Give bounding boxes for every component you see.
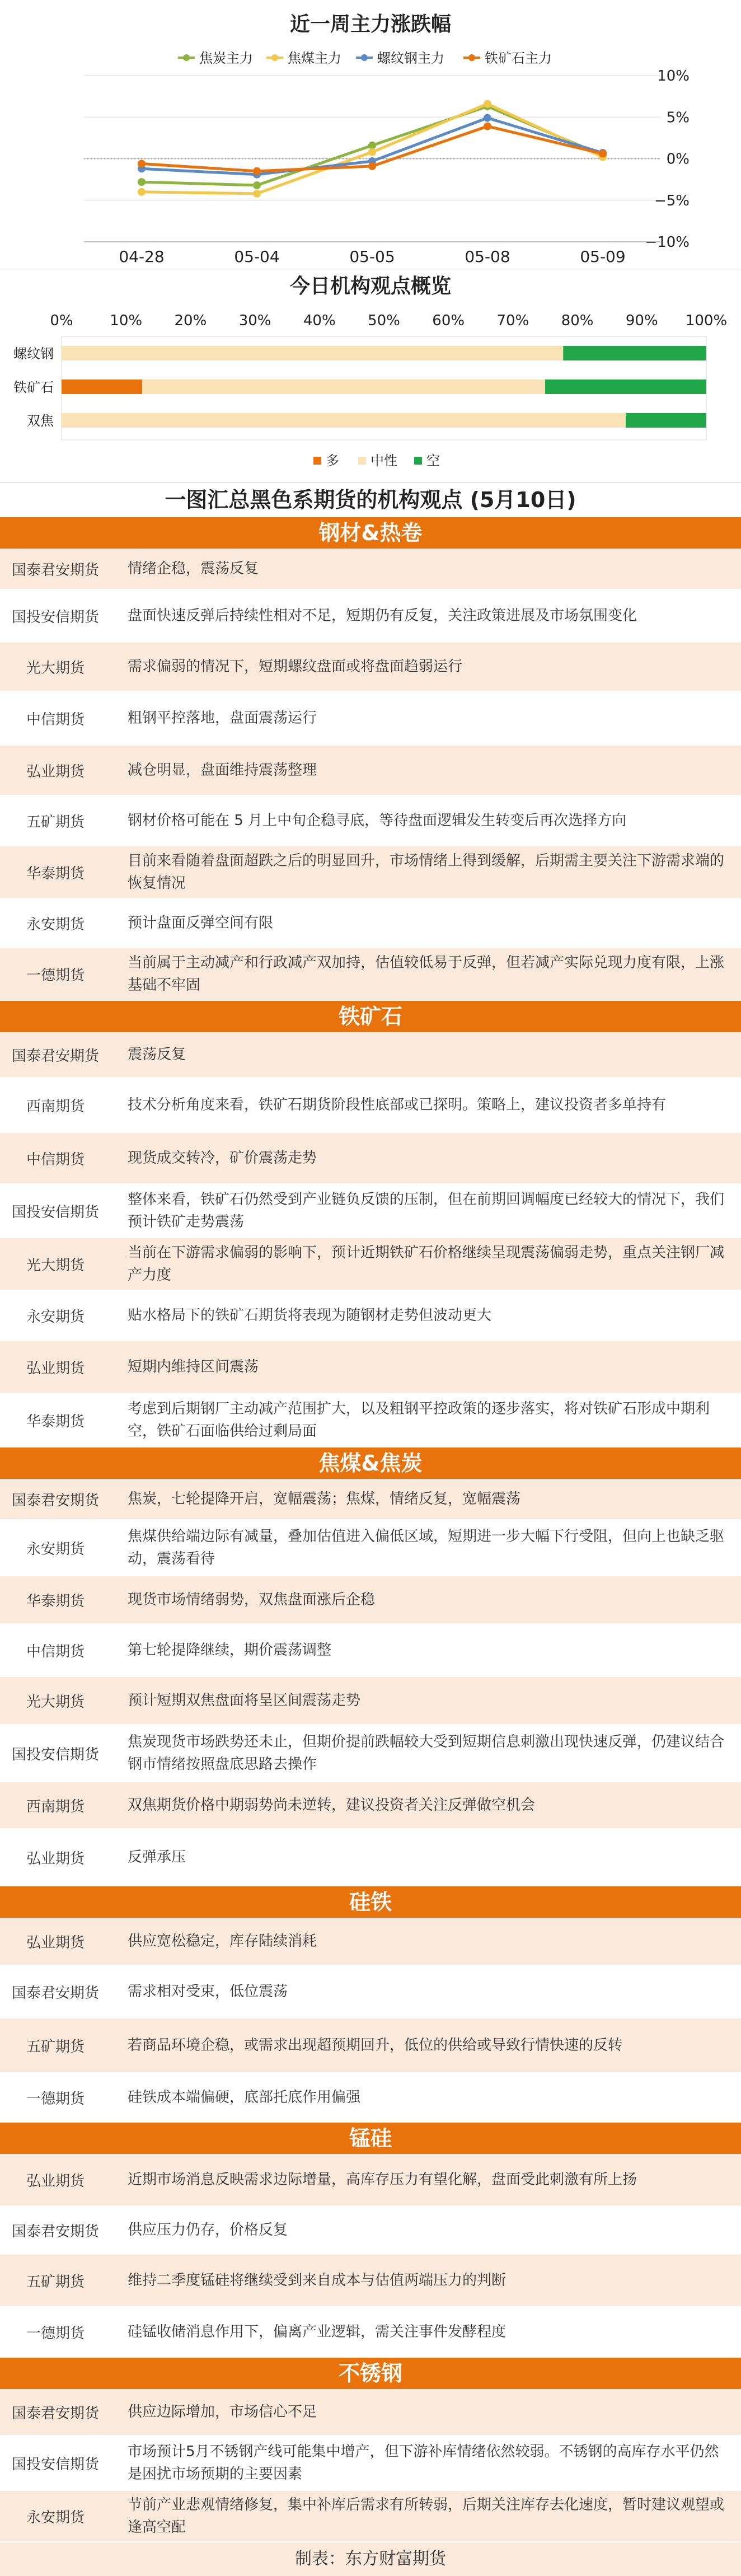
x-tick-4: 40% (303, 312, 336, 329)
y-tick-4: −10% (645, 234, 690, 251)
legend-label-3: 铁矿石主力 (485, 50, 552, 66)
table-row (0, 1829, 741, 1886)
institution-name: 弘业期货 (26, 1360, 85, 1377)
institution-name: 光大期货 (26, 1257, 85, 1274)
weekly-change-svg (0, 0, 741, 269)
legend-label-2: 空 (426, 453, 440, 469)
table-row (0, 846, 741, 899)
series-1-point-2 (368, 148, 376, 156)
institution-name: 国泰君安期货 (11, 2405, 99, 2422)
bar-2-1 (62, 413, 626, 428)
institution-name: 光大期货 (26, 1693, 85, 1711)
table-row (0, 692, 741, 746)
institution-view: 盘面快速反弹后持续性相对不足，短期仍有反复，关注政策进展及市场氛围变化 (128, 607, 637, 624)
institution-name: 永安期货 (26, 2509, 85, 2526)
table-row (0, 1238, 741, 1291)
institution-name: 国泰君安期货 (11, 2223, 99, 2240)
institution-view: 焦炭现货市场跌势还未止，但期价提前跌幅较大受到短期信息刺激出现快速反弹，仍建议结合钢市情绪按照盘底思路去操作 (128, 1734, 725, 1773)
institution-view: 当前属于主动减产和行政减产双加持，估值较低易于反弹，但若减产实际兑现力度有限，上涨基础不牢固 (128, 954, 725, 994)
x-tick-2: 20% (174, 312, 207, 329)
institution-view: 第七轮提降继续，期价震荡调整 (128, 1642, 332, 1659)
x-tick-0: 04-28 (119, 247, 165, 266)
institution-name: 西南期货 (26, 1098, 85, 1115)
table-row (0, 1966, 741, 2018)
table-row (0, 1677, 741, 1725)
chart2-legend (313, 453, 440, 469)
institution-name: 华泰期货 (26, 1413, 85, 1430)
weekly-change-chart (0, 0, 741, 269)
category-label-2: 双焦 (27, 413, 54, 429)
table-row (0, 1394, 741, 1448)
section-header: 铁矿石 (0, 1001, 741, 1032)
legend-label-0: 多 (326, 453, 339, 469)
legend-label-0: 焦炭主力 (199, 50, 253, 66)
x-tick-9: 90% (625, 312, 658, 329)
bar-1-1 (142, 380, 545, 394)
table-row (0, 1291, 741, 1341)
y-tick-3: −5% (654, 192, 690, 209)
institution-name: 国投安信期货 (11, 608, 99, 626)
institution-name: 国泰君安期货 (11, 1984, 99, 2002)
institution-name: 华泰期货 (26, 1593, 85, 1610)
table-row (0, 549, 741, 590)
section-header: 焦煤&焦炭 (0, 1448, 741, 1479)
institution-view: 供应宽松稳定，库存陆续消耗 (128, 1933, 317, 1950)
institution-name: 国泰君安期货 (11, 1492, 99, 1509)
institution-name: 国投安信期货 (11, 2456, 99, 2473)
y-tick-0: 10% (657, 68, 690, 85)
section-header: 钢材&热卷 (0, 517, 741, 549)
table-row (0, 2018, 741, 2073)
legend-swatch-0 (313, 457, 321, 465)
chart2-title: 今日机构观点概览 (289, 275, 452, 298)
legend-label-1: 焦煤主力 (288, 50, 341, 66)
x-tick-3: 05-08 (465, 247, 510, 266)
institution-view: 市场预计5月不锈钢产线可能集中增产，但下游补库情绪依然较弱。不锈钢的高库存水平仍然是困扰市场预期的主要因素 (128, 2443, 719, 2483)
series-3-point-2 (368, 162, 376, 170)
table-row (0, 2389, 741, 2436)
x-tick-1: 05-04 (234, 247, 280, 266)
institution-view: 需求偏弱的情况下，短期螺纹盘面或将盘面趋弱运行 (128, 658, 463, 675)
x-tick-7: 70% (496, 312, 529, 329)
institution-name: 五矿期货 (26, 813, 85, 831)
footer-credit: 制表：东方财富期货 (0, 2542, 741, 2576)
institution-view: 技术分析角度来看，铁矿石期货阶段性底部或已探明。策略上，建议投资者多单持有 (128, 1097, 667, 1113)
institution-view: 现货成交转冷，矿价震荡走势 (128, 1150, 317, 1167)
bar-0-2 (563, 346, 706, 360)
table-row (0, 1576, 741, 1624)
series-1-point-1 (253, 190, 261, 198)
chart1-legend (178, 50, 552, 66)
series-3-point-0 (138, 160, 146, 167)
table-row (0, 1918, 741, 1966)
series-3-point-1 (253, 167, 261, 175)
institution-view: 当前在下游需求偏弱的影响下，预计近期铁矿石价格继续呈现震荡偏弱走势，重点关注钢厂减产力度 (128, 1244, 725, 1284)
table-row (0, 2207, 741, 2255)
institution-view: 情绪企稳，震荡反复 (128, 560, 259, 577)
x-tick-10: 100% (685, 312, 728, 329)
institution-view: 反弹承压 (128, 1849, 186, 1866)
table-row (0, 1782, 741, 1829)
legend-marker-1 (271, 54, 278, 61)
institution-name: 一德期货 (26, 2325, 85, 2342)
institution-name: 中信期货 (26, 711, 85, 728)
institution-view: 硅铁成本端偏硬，底部托底作用偏强 (128, 2089, 361, 2106)
table-row (0, 1078, 741, 1133)
legend-label-2: 螺纹钢主力 (377, 50, 444, 66)
institution-view: 近期市场消息反映需求边际增量，高库存压力有望化解，盘面受此刺激有所上扬 (128, 2171, 637, 2188)
institution-view-svg (0, 269, 741, 482)
table-row (0, 2307, 741, 2358)
institution-name: 国投安信期货 (11, 1746, 99, 1763)
institution-name: 中信期货 (26, 1643, 85, 1660)
table-row (0, 590, 741, 643)
table-row (0, 1184, 741, 1238)
institution-view: 需求相对受束，低位震荡 (128, 1983, 288, 2000)
institution-name: 永安期货 (26, 916, 85, 933)
institution-name: 永安期货 (26, 1540, 85, 1558)
institution-view: 震荡反复 (128, 1046, 186, 1063)
institution-view: 节前产业悲观情绪修复，集中补库后需求有所转弱，后期关注库存去化速度，暂时建议观望或逢高空配 (128, 2497, 725, 2536)
x-tick-1: 10% (110, 312, 143, 329)
table-row (0, 1133, 741, 1184)
section-header: 锰硅 (0, 2123, 741, 2154)
institution-view: 考虑到后期钢厂主动减产范围扩大，以及粗钢平控政策的逐步落实，将对铁矿石形成中期利空，铁矿石面临供给过剩局面 (128, 1401, 710, 1440)
summary-title: 一图汇总黑色系期货的机构观点 (5月10日) (0, 482, 741, 517)
institution-name: 弘业期货 (26, 2172, 85, 2190)
institution-view: 供应边际增加，市场信心不足 (128, 2404, 317, 2420)
institution-view: 钢材价格可能在 5 月上中旬企稳寻底，等待盘面逻辑发生转变后再次选择方向 (128, 812, 627, 829)
institution-name: 弘业期货 (26, 1850, 85, 1867)
institution-view: 预计短期双焦盘面将呈区间震荡走势 (128, 1692, 361, 1709)
x-tick-5: 50% (368, 312, 400, 329)
chart1-title: 近一周主力涨跌幅 (289, 13, 452, 36)
bar-2-2 (626, 413, 706, 428)
institution-name: 弘业期货 (26, 763, 85, 780)
legend-marker-2 (361, 54, 368, 61)
institution-name: 弘业期货 (26, 1934, 85, 1951)
legend-swatch-1 (358, 457, 366, 465)
x-tick-0: 0% (50, 312, 73, 329)
table-row (0, 1479, 741, 1520)
legend-marker-3 (468, 54, 475, 61)
table-row (0, 948, 741, 1001)
section-header: 硅铁 (0, 1886, 741, 1918)
series-0-point-0 (138, 178, 146, 186)
y-tick-1: 5% (666, 109, 690, 127)
table-row (0, 1520, 741, 1576)
category-label-1: 铁矿石 (13, 380, 54, 395)
series-1-point-3 (484, 100, 491, 107)
institution-name: 西南期货 (26, 1798, 85, 1815)
institution-name: 五矿期货 (26, 2038, 85, 2055)
table-row (0, 1341, 741, 1394)
table-row (0, 643, 741, 692)
y-tick-2: 0% (666, 151, 690, 168)
institution-name: 国投安信期货 (11, 1203, 99, 1221)
institution-name: 华泰期货 (26, 865, 85, 882)
institution-name: 国泰君安期货 (11, 1047, 99, 1065)
institution-view: 粗钢平控落地，盘面震荡运行 (128, 710, 317, 727)
summary-sections (0, 517, 741, 2542)
institution-view-chart (0, 269, 741, 482)
institution-view: 若商品环境企稳，或需求出现超预期回升，低位的供给或导致行情快速的反转 (128, 2037, 623, 2054)
institution-view: 现货市场情绪弱势，双焦盘面涨后企稳 (128, 1591, 376, 1608)
institution-view: 目前来看随着盘面超跌之后的明显回升，市场情绪上得到缓解，后期需主要关注下游需求端的恢复情况 (128, 853, 725, 892)
legend-swatch-2 (414, 457, 422, 465)
table-row (0, 746, 741, 796)
table-row (0, 899, 741, 948)
table-row (0, 2154, 741, 2207)
section-header: 不锈钢 (0, 2358, 741, 2389)
institution-name: 中信期货 (26, 1151, 85, 1168)
institution-name: 光大期货 (26, 659, 85, 677)
institution-view: 维持二季度锰硅将继续受到来自成本与估值两端压力的判断 (128, 2272, 506, 2289)
category-label-0: 螺纹钢 (13, 346, 54, 362)
institution-view: 短期内维持区间震荡 (128, 1359, 259, 1375)
series-3-point-4 (599, 150, 607, 158)
bar-0-1 (62, 346, 563, 360)
institution-view: 硅锰收储消息作用下，偏离产业逻辑，需关注事件发酵程度 (128, 2324, 506, 2340)
x-tick-2: 05-05 (349, 247, 395, 266)
series-3-point-3 (484, 123, 491, 130)
table-row (0, 1624, 741, 1677)
x-tick-6: 60% (432, 312, 465, 329)
institution-name: 一德期货 (26, 967, 85, 984)
institution-view: 双焦期货价格中期弱势尚未逆转，建议投资者关注反弹做空机会 (128, 1797, 536, 1814)
institution-view: 减仓明显，盘面维持震荡整理 (128, 762, 317, 779)
table-row (0, 796, 741, 846)
table-row (0, 2073, 741, 2123)
institution-view: 预计盘面反弹空间有限 (128, 915, 274, 931)
x-tick-3: 30% (238, 312, 271, 329)
series-2-point-3 (484, 114, 491, 122)
institution-name: 永安期货 (26, 1308, 85, 1326)
institution-name: 一德期货 (26, 2090, 85, 2107)
table-row (0, 2255, 741, 2307)
x-tick-4: 05-09 (580, 247, 626, 266)
legend-marker-0 (183, 54, 190, 61)
x-tick-8: 80% (561, 312, 594, 329)
bar-1-0 (62, 380, 142, 394)
institution-view: 供应压力仍存，价格反复 (128, 2222, 288, 2238)
institution-view: 焦炭，七轮提降开启，宽幅震荡；焦煤，情绪反复，宽幅震荡 (128, 1491, 521, 1507)
institution-name: 五矿期货 (26, 2273, 85, 2291)
institution-view: 贴水格局下的铁矿石期货将表现为随钢材走势但波动更大 (128, 1307, 492, 1324)
series-1-point-0 (138, 188, 146, 196)
legend-label-1: 中性 (370, 453, 397, 469)
table-row (0, 1725, 741, 1782)
institution-name: 国泰君安期货 (11, 561, 99, 579)
bar-1-2 (545, 380, 706, 394)
table-row (0, 2436, 741, 2491)
table-row (0, 2491, 741, 2542)
institution-view: 焦煤供给端边际有减量，叠加估值进入偏低区域，短期进一步大幅下行受阻，但向上也缺乏驱动，震荡看待 (128, 1528, 725, 1567)
institution-view: 整体来看，铁矿石仍然受到产业链负反馈的压制，但在前期回调幅度已经较大的情况下，我们预计铁矿走势震荡 (128, 1191, 725, 1230)
table-row (0, 1032, 741, 1078)
series-0-point-1 (253, 181, 261, 189)
